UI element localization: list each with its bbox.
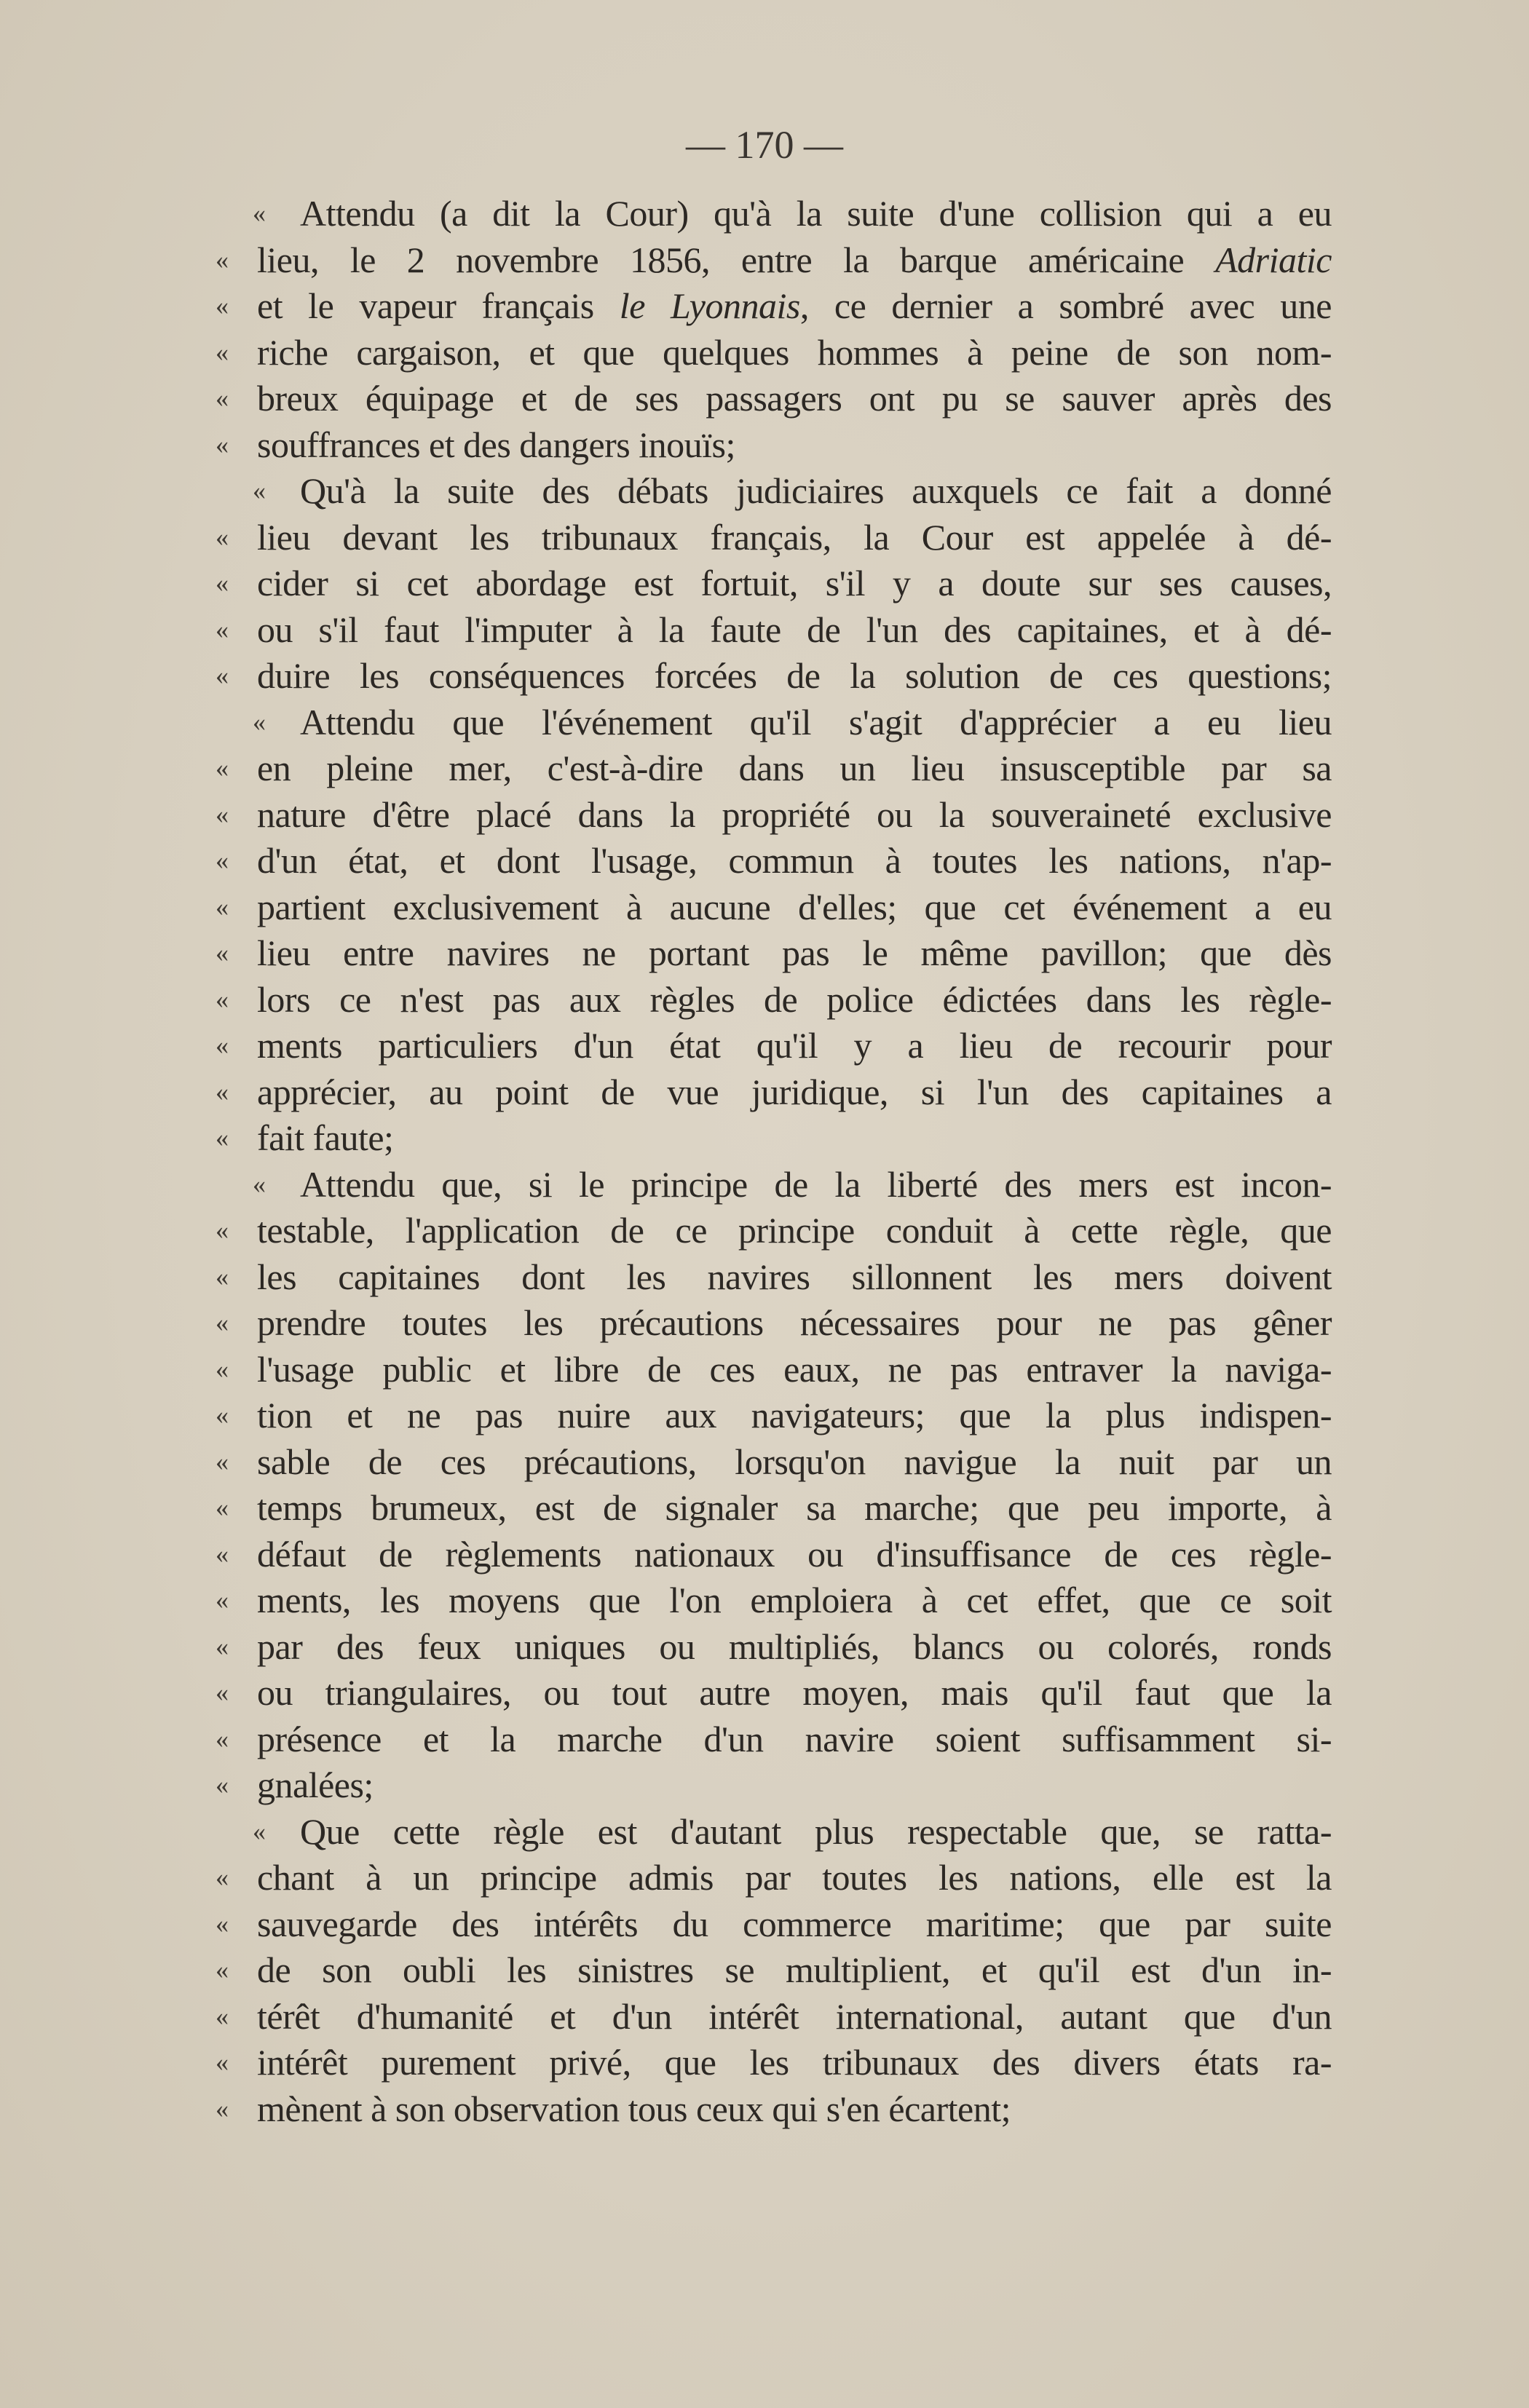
line-text: ou triangulaires, ou tout autre moyen, mais qu'il faut que la	[257, 1672, 1332, 1713]
text-line	[0, 283, 1529, 330]
text-line	[0, 1994, 1529, 2040]
line-text: ments, les moyens que l'on emploiera à cet effet, que ce soit	[257, 1580, 1332, 1620]
quotation-mark: «	[253, 199, 266, 228]
quotation-mark: «	[216, 1631, 229, 1661]
quotation-mark: «	[216, 984, 229, 1014]
line-text: présence et la marche d'un navire soient suffisamment si-	[257, 1718, 1332, 1759]
line-text: testable, l'application de ce principe conduit à cette règle, que	[257, 1210, 1332, 1251]
line-text: Que cette règle est d'autant plus respectable que, se ratta-	[300, 1810, 1332, 1852]
line-text: partient exclusivement à aucune d'elles; que cet événement a eu	[257, 886, 1332, 927]
text-line	[0, 607, 1529, 654]
line-text: cider si cet abordage est fortuit, s'il y a doute sur ses causes,	[257, 563, 1332, 603]
quotation-mark: «	[216, 1909, 229, 1938]
body-text	[0, 191, 1529, 2132]
text-line	[0, 653, 1529, 700]
text-line	[0, 191, 1529, 237]
line-text: de son oubli les sinistres se multiplient, et qu'il est d'un in-	[257, 1949, 1332, 1990]
page-number: — 170 —	[686, 123, 843, 167]
text-line	[0, 468, 1529, 515]
quotation-mark: «	[216, 337, 229, 367]
line-text: lieu, le 2 novembre 1856, entre la barque américaine Adriatic	[257, 239, 1332, 280]
line-text: tion et ne pas nuire aux navigateurs; que la plus indispen-	[257, 1395, 1332, 1435]
quotation-mark: «	[216, 661, 229, 690]
line-text: souffrances et des dangers inouïs;	[257, 424, 735, 465]
line-text: l'usage public et libre de ces eaux, ne pas entraver la naviga-	[257, 1348, 1332, 1390]
quotation-mark: «	[216, 384, 229, 413]
line-text: lieu devant les tribunaux français, la Cour est appelée à dé-	[257, 516, 1332, 558]
quotation-mark: «	[216, 522, 229, 552]
line-text: intérêt purement privé, que les tribunaux des divers états ra-	[257, 2042, 1332, 2083]
text-line	[0, 1023, 1529, 1069]
text-line	[0, 1855, 1529, 1901]
text-line	[0, 1069, 1529, 1116]
line-text: les capitaines dont les navires sillonnent les mers doivent	[257, 1256, 1332, 1297]
quotation-mark: «	[253, 476, 266, 505]
text-line	[0, 1347, 1529, 1393]
quotation-mark: «	[216, 429, 229, 459]
text-line	[0, 515, 1529, 561]
quotation-mark: «	[253, 1816, 266, 1846]
text-line	[0, 1947, 1529, 1994]
line-text: lieu entre navires ne portant pas le même pavillon; que dès	[257, 932, 1332, 973]
text-line	[0, 1901, 1529, 1948]
text-line	[0, 930, 1529, 977]
line-text: prendre toutes les précautions nécessaires pour ne pas gêner	[257, 1302, 1332, 1343]
text-line	[0, 2040, 1529, 2086]
quotation-mark: «	[216, 1031, 229, 1060]
line-text: mènent à son observation tous ceux qui s'en écartent;	[257, 2088, 1011, 2129]
quotation-mark: «	[216, 892, 229, 922]
text-line	[0, 1532, 1529, 1578]
quotation-mark: «	[216, 1401, 229, 1430]
text-line	[0, 1300, 1529, 1347]
line-text: sauvegarde des intérêts du commerce maritime; que par suite	[257, 1903, 1332, 1944]
text-line	[0, 1485, 1529, 1532]
line-text: nature d'être placé dans la propriété ou la souveraineté exclusive	[257, 793, 1332, 835]
text-line	[0, 1208, 1529, 1254]
text-line	[0, 977, 1529, 1023]
quotation-mark: «	[216, 1446, 229, 1476]
line-text: apprécier, au point de vue juridique, si l'un des capitaines a	[257, 1071, 1332, 1112]
text-line	[0, 745, 1529, 792]
quotation-mark: «	[216, 1308, 229, 1337]
line-text: Attendu que l'événement qu'il s'agit d'apprécier a eu lieu	[300, 701, 1332, 742]
ship-name: le Lyonnais	[619, 285, 800, 326]
quotation-mark: «	[216, 753, 229, 783]
text-line	[0, 884, 1529, 931]
text-line	[0, 1624, 1529, 1671]
line-text: sable de ces précautions, lorsqu'on navigue la nuit par un	[257, 1441, 1332, 1482]
quotation-mark: «	[216, 2048, 229, 2077]
line-text: fait faute;	[257, 1117, 394, 1158]
line-text: Attendu (a dit la Cour) qu'à la suite d'une collision qui a eu	[300, 193, 1332, 234]
ship-name: Adriatic	[1215, 239, 1332, 280]
text-line	[0, 561, 1529, 607]
quotation-mark: «	[216, 1354, 229, 1384]
quotation-mark: «	[216, 569, 229, 598]
quotation-mark: «	[216, 2094, 229, 2123]
text-line	[0, 792, 1529, 839]
quotation-mark: «	[216, 1123, 229, 1152]
line-text: ments particuliers d'un état qu'il y a lieu de recourir pour	[257, 1025, 1332, 1066]
quotation-mark: «	[216, 799, 229, 829]
quotation-mark: «	[216, 2001, 229, 2031]
line-text: riche cargaison, et que quelques hommes à peine de son nom-	[257, 331, 1332, 373]
line-text: en pleine mer, c'est-à-dire dans un lieu insusceptible par sa	[257, 748, 1332, 788]
quotation-mark: «	[216, 614, 229, 644]
quotation-mark: «	[216, 1262, 229, 1291]
line-text: breux équipage et de ses passagers ont pu se sauver après des	[257, 378, 1332, 419]
quotation-mark: «	[216, 1077, 229, 1106]
line-text: lors ce n'est pas aux règles de police édictées dans les règle-	[257, 978, 1332, 1020]
text-line	[0, 1439, 1529, 1486]
quotation-mark: «	[216, 1770, 229, 1799]
text-line	[0, 1577, 1529, 1624]
text-line	[0, 376, 1529, 422]
text-line	[0, 1716, 1529, 1763]
text-line	[0, 1809, 1529, 1855]
quotation-mark: «	[216, 1539, 229, 1569]
line-text: gnalées;	[257, 1765, 374, 1805]
quotation-mark: «	[216, 846, 229, 875]
text-line	[0, 1254, 1529, 1301]
quotation-mark: «	[216, 1585, 229, 1615]
text-line	[0, 237, 1529, 284]
quotation-mark: «	[216, 1216, 229, 1245]
line-text: défaut de règlements nationaux ou d'insuffisance de ces règle-	[257, 1533, 1332, 1575]
quotation-mark: «	[216, 1955, 229, 1984]
text-line	[0, 1393, 1529, 1439]
text-line	[0, 1670, 1529, 1716]
quotation-mark: «	[216, 291, 229, 320]
text-line	[0, 1162, 1529, 1208]
quotation-mark: «	[216, 938, 229, 967]
text-line	[0, 1115, 1529, 1162]
line-text: ou s'il faut l'imputer à la faute de l'un des capitaines, et à dé-	[257, 609, 1332, 650]
text-line	[0, 1762, 1529, 1809]
line-text: temps brumeux, est de signaler sa marche; que peu importe, à	[257, 1487, 1332, 1528]
line-text: d'un état, et dont l'usage, commun à toutes les nations, n'ap-	[257, 840, 1332, 881]
quotation-mark: «	[216, 1678, 229, 1707]
line-text: par des feux uniques ou multipliés, blancs ou colorés, ronds	[257, 1625, 1332, 1667]
text-line	[0, 2086, 1529, 2133]
line-text: Attendu que, si le principe de la liberté des mers est incon-	[300, 1163, 1332, 1205]
quotation-mark: «	[216, 1493, 229, 1522]
line-text: duire les conséquences forcées de la solution de ces questions;	[257, 655, 1332, 696]
quotation-mark: «	[253, 1169, 266, 1199]
quotation-mark: «	[216, 1863, 229, 1892]
quotation-mark: «	[216, 1724, 229, 1754]
text-line	[0, 422, 1529, 469]
line-text: et le vapeur français le Lyonnais, ce dernier a sombré avec une	[257, 285, 1332, 326]
line-text: chant à un principe admis par toutes les nations, elle est la	[257, 1857, 1332, 1898]
quotation-mark: «	[253, 707, 266, 737]
text-line	[0, 330, 1529, 376]
line-text: Qu'à la suite des débats judiciaires auxquels ce fait a donné	[300, 470, 1332, 511]
line-text: térêt d'humanité et d'un intérêt international, autant que d'un	[257, 1995, 1332, 2037]
quotation-mark: «	[216, 245, 229, 274]
text-line	[0, 838, 1529, 884]
text-line	[0, 700, 1529, 746]
